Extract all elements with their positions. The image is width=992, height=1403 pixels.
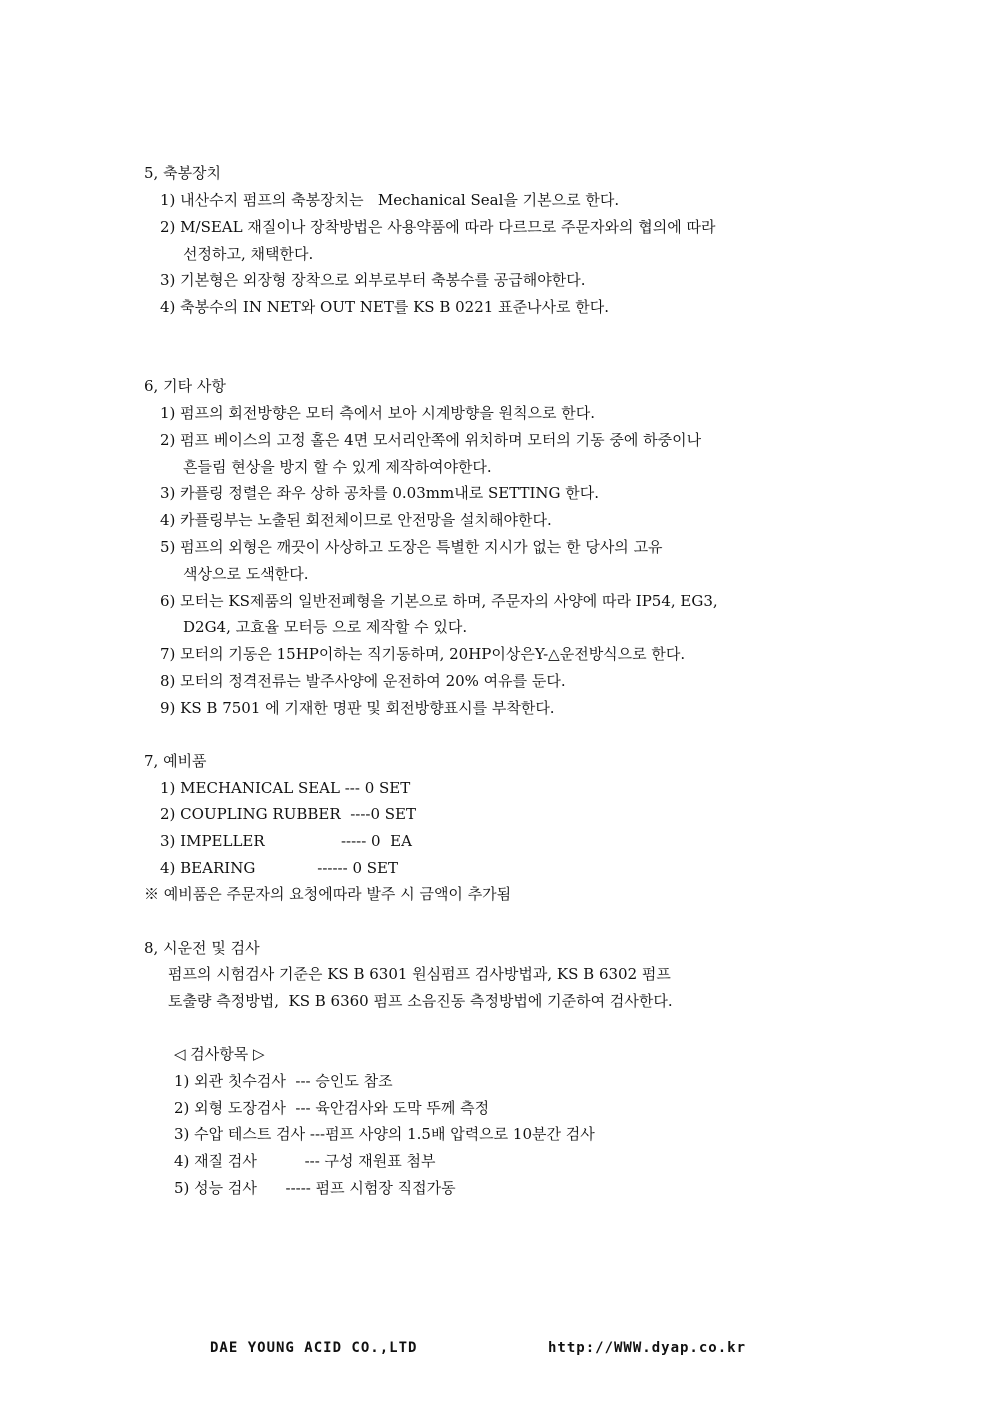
section-6-item-1: 1) 펌프의 회전방향은 모터 측에서 보아 시계방향을 원칙으로 한다.: [160, 404, 596, 422]
section-7-note: ※ 예비품은 주문자의 요청에따라 발주 시 금액이 추가됨: [144, 885, 512, 903]
section-7-item-2: 2) COUPLING RUBBER ----0 SET: [160, 805, 417, 823]
inspection-item-2: 2) 외형 도장검사 --- 육안검사와 도막 뚜께 측정: [174, 1099, 490, 1117]
section-7-title: 7, 예비품: [144, 752, 207, 770]
section-7-item-4: 4) BEARING ------ 0 SET: [160, 859, 399, 877]
section-5-item-3: 3) 기본형은 외장형 장착으로 외부로부터 축봉수를 공급해야한다.: [160, 271, 586, 289]
inspection-items-heading: ◁ 검사항목 ▷: [174, 1045, 265, 1063]
section-7-item-1: 1) MECHANICAL SEAL --- 0 SET: [160, 779, 411, 797]
section-5-item-4: 4) 축봉수의 IN NET와 OUT NET를 KS B 0221 표준나사로 한다.: [160, 298, 610, 316]
inspection-item-1: 1) 외관 칫수검사 --- 승인도 참조: [174, 1072, 393, 1090]
section-6-item-2: 2) 펌프 베이스의 고정 홀은 4면 모서리안쪽에 위치하며 모터의 기동 중에 하중이나: [160, 431, 702, 449]
inspection-item-3: 3) 수압 테스트 검사 ---펌프 사양의 1.5배 압력으로 10분간 검사: [174, 1125, 595, 1143]
section-5-title: 5, 축봉장치: [144, 164, 222, 182]
section-6-item-8: 8) 모터의 정격전류는 발주사양에 운전하여 20% 여유를 둔다.: [160, 672, 566, 690]
section-6-item-6-cont: D2G4, 고효율 모터등 으로 제작할 수 있다.: [183, 618, 468, 636]
section-6-item-6: 6) 모터는 KS제품의 일반전폐형을 기본으로 하며, 주문자의 사양에 따라 IP54, EG3,: [160, 592, 718, 610]
section-6-title: 6, 기타 사항: [144, 377, 226, 395]
section-6-item-3: 3) 카플링 정렬은 좌우 상하 공차를 0.03mm내로 SETTING 한다.: [160, 484, 600, 502]
section-6-item-7: 7) 모터의 기동은 15HP이하는 직기동하며, 20HP이상은Y-△운전방식으로 한다.: [160, 645, 686, 663]
section-8-paragraph-line-2: 토출량 측정방법, KS B 6360 펌프 소음진동 측정방법에 기준하여 검사한다.: [168, 992, 673, 1010]
footer-company-name: DAE YOUNG ACID CO.,LTD: [210, 1340, 418, 1356]
footer-website-url[interactable]: http://WWW.dyap.co.kr: [548, 1340, 747, 1356]
section-8-title: 8, 시운전 및 검사: [144, 939, 260, 957]
inspection-item-4: 4) 재질 검사 --- 구성 재원표 첨부: [174, 1152, 436, 1170]
section-5-item-2-cont: 선정하고, 채택한다.: [183, 245, 314, 263]
section-6-item-9: 9) KS B 7501 에 기재한 명판 및 회전방향표시를 부착한다.: [160, 699, 555, 717]
section-8-paragraph-line-1: 펌프의 시험검사 기준은 KS B 6301 원심펌프 검사방법과, KS B 6302 펌프: [168, 965, 671, 983]
section-6-item-5: 5) 펌프의 외형은 깨끗이 사상하고 도장은 특별한 지시가 없는 한 당사의 고유: [160, 538, 663, 556]
inspection-item-5: 5) 성능 검사 ----- 펌프 시험장 직접가동: [174, 1179, 456, 1197]
section-6-item-5-cont: 색상으로 도색한다.: [183, 565, 309, 583]
section-5-item-2: 2) M/SEAL 재질이나 장착방법은 사용약품에 따라 다르므로 주문자와의 협의에 따라: [160, 218, 716, 236]
section-6-item-4: 4) 카플링부는 노출된 회전체이므로 안전망을 설치해야한다.: [160, 511, 552, 529]
section-7-item-3: 3) IMPELLER ----- 0 EA: [160, 832, 412, 850]
section-5-item-1: 1) 내산수지 펌프의 축봉장치는 Mechanical Seal을 기본으로 한다.: [160, 191, 620, 209]
section-6-item-2-cont: 흔들림 현상을 방지 할 수 있게 제작하여야한다.: [183, 458, 492, 476]
